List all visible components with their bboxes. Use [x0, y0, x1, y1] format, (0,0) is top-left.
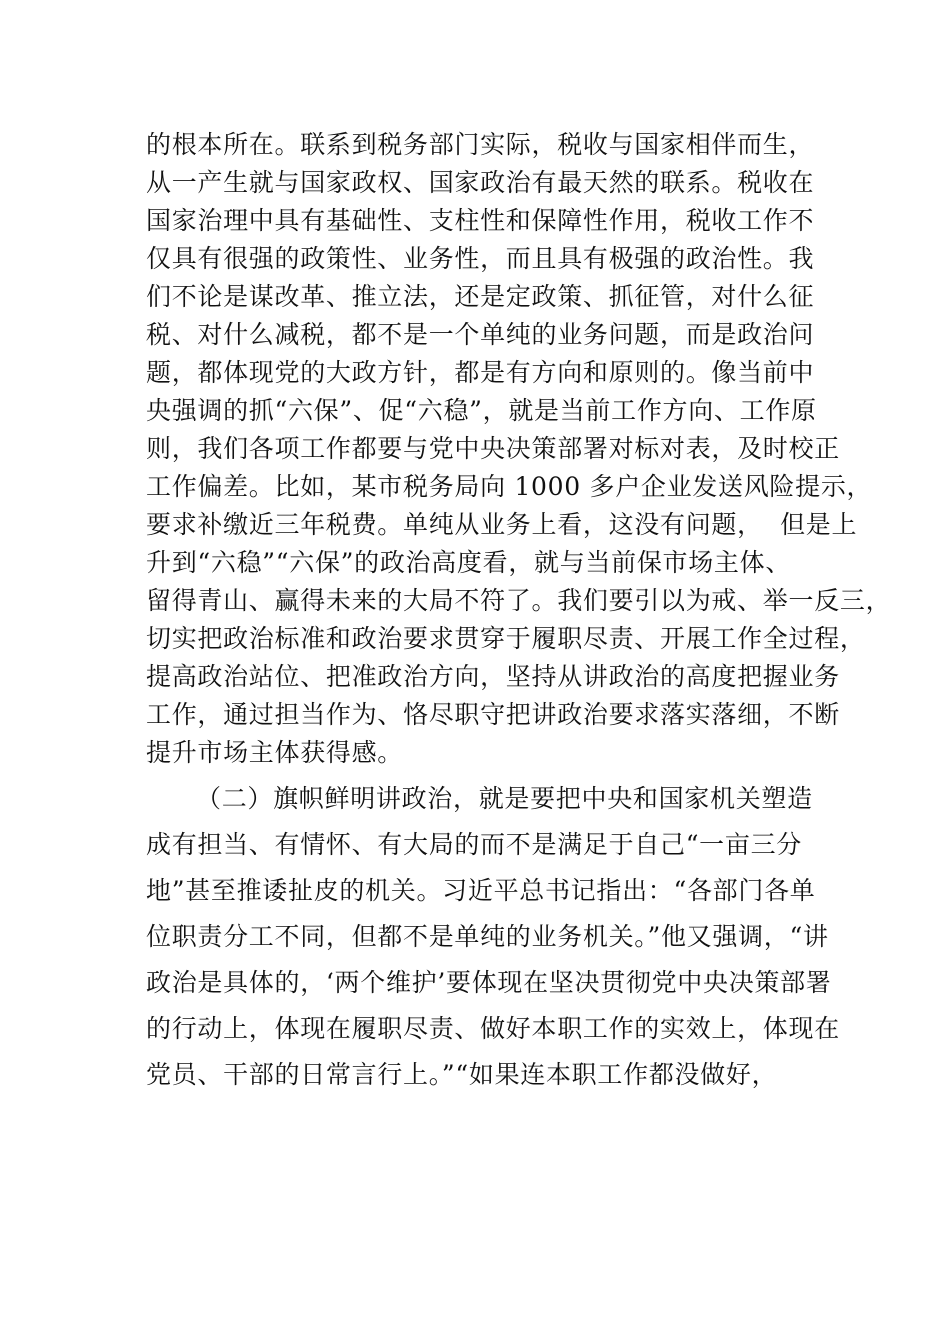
text-line-24: 党员、干部的日常言行上。”“如果连本职工作都没做好，: [146, 1060, 778, 1089]
text-line-20: 地”甚至推诿扯皮的机关。习近平总书记指出：“各部门各单: [146, 876, 816, 905]
text-line-12: 升到“六稳”“六保”的政治高度看，就与当前保市场主体、: [146, 548, 792, 577]
text-line-9: 则，我们各项工作都要与党中央决策部署对标对表，及时校正: [146, 434, 840, 463]
text-line-21: 位职责分工不同，但都不是单纯的业务机关。”他又强调，“讲: [146, 922, 829, 951]
text-line-11: 要求补缴近三年税费。单纯从业务上看，这没有问题， 但是上: [146, 510, 858, 539]
text-line-1: 的根本所在。联系到税务部门实际，税收与国家相伴而生，: [146, 130, 815, 159]
text-line-16: 工作，通过担当作为、恪尽职守把讲政治要求落实落细，不断: [146, 700, 840, 729]
text-line-23: 的行动上，体现在履职尽责、做好本职工作的实效上，体现在: [146, 1014, 840, 1043]
text-line-2: 从一产生就与国家政权、国家政治有最天然的联系。税收在: [146, 168, 815, 197]
text-line-22: 政治是具体的，‘两个维护’要体现在坚决贯彻党中央决策部署: [146, 968, 832, 997]
text-line-15: 提高政治站位、把准政治方向，坚持从讲政治的高度把握业务: [146, 662, 840, 691]
text-line-8: 央强调的抓“六保”、促“六稳”，就是当前工作方向、工作原: [146, 396, 817, 425]
text-line-17: 提升市场主体获得感。: [146, 738, 404, 767]
text-line-14: 切实把政治标准和政治要求贯穿于履职尽责、开展工作全过程，: [146, 624, 866, 653]
text-line-7: 题，都体现党的大政方针，都是有方向和原则的。像当前中: [146, 358, 815, 387]
text-line-5: 们不论是谋改革、推立法，还是定政策、抓征管，对什么征: [146, 282, 815, 311]
paragraph-heading-line: （二）旗帜鲜明讲政治，就是要把中央和国家机关塑造: [196, 784, 813, 813]
text-line-4: 仅具有很强的政策性、业务性，而且具有极强的政治性。我: [146, 244, 815, 273]
text-line-6: 税、对什么减税，都不是一个单纯的业务问题，而是政治问: [146, 320, 815, 349]
text-line-13: 留得青山、赢得未来的大局不符了。我们要引以为戒、举一反三，: [146, 586, 892, 615]
text-line-10: 工作偏差。比如，某市税务局向 1000 多户企业发送风险提示，: [146, 472, 873, 501]
text-line-19: 成有担当、有情怀、有大局的而不是满足于自己“一亩三分: [146, 830, 802, 859]
text-line-3: 国家治理中具有基础性、支柱性和保障性作用，税收工作不: [146, 206, 815, 235]
